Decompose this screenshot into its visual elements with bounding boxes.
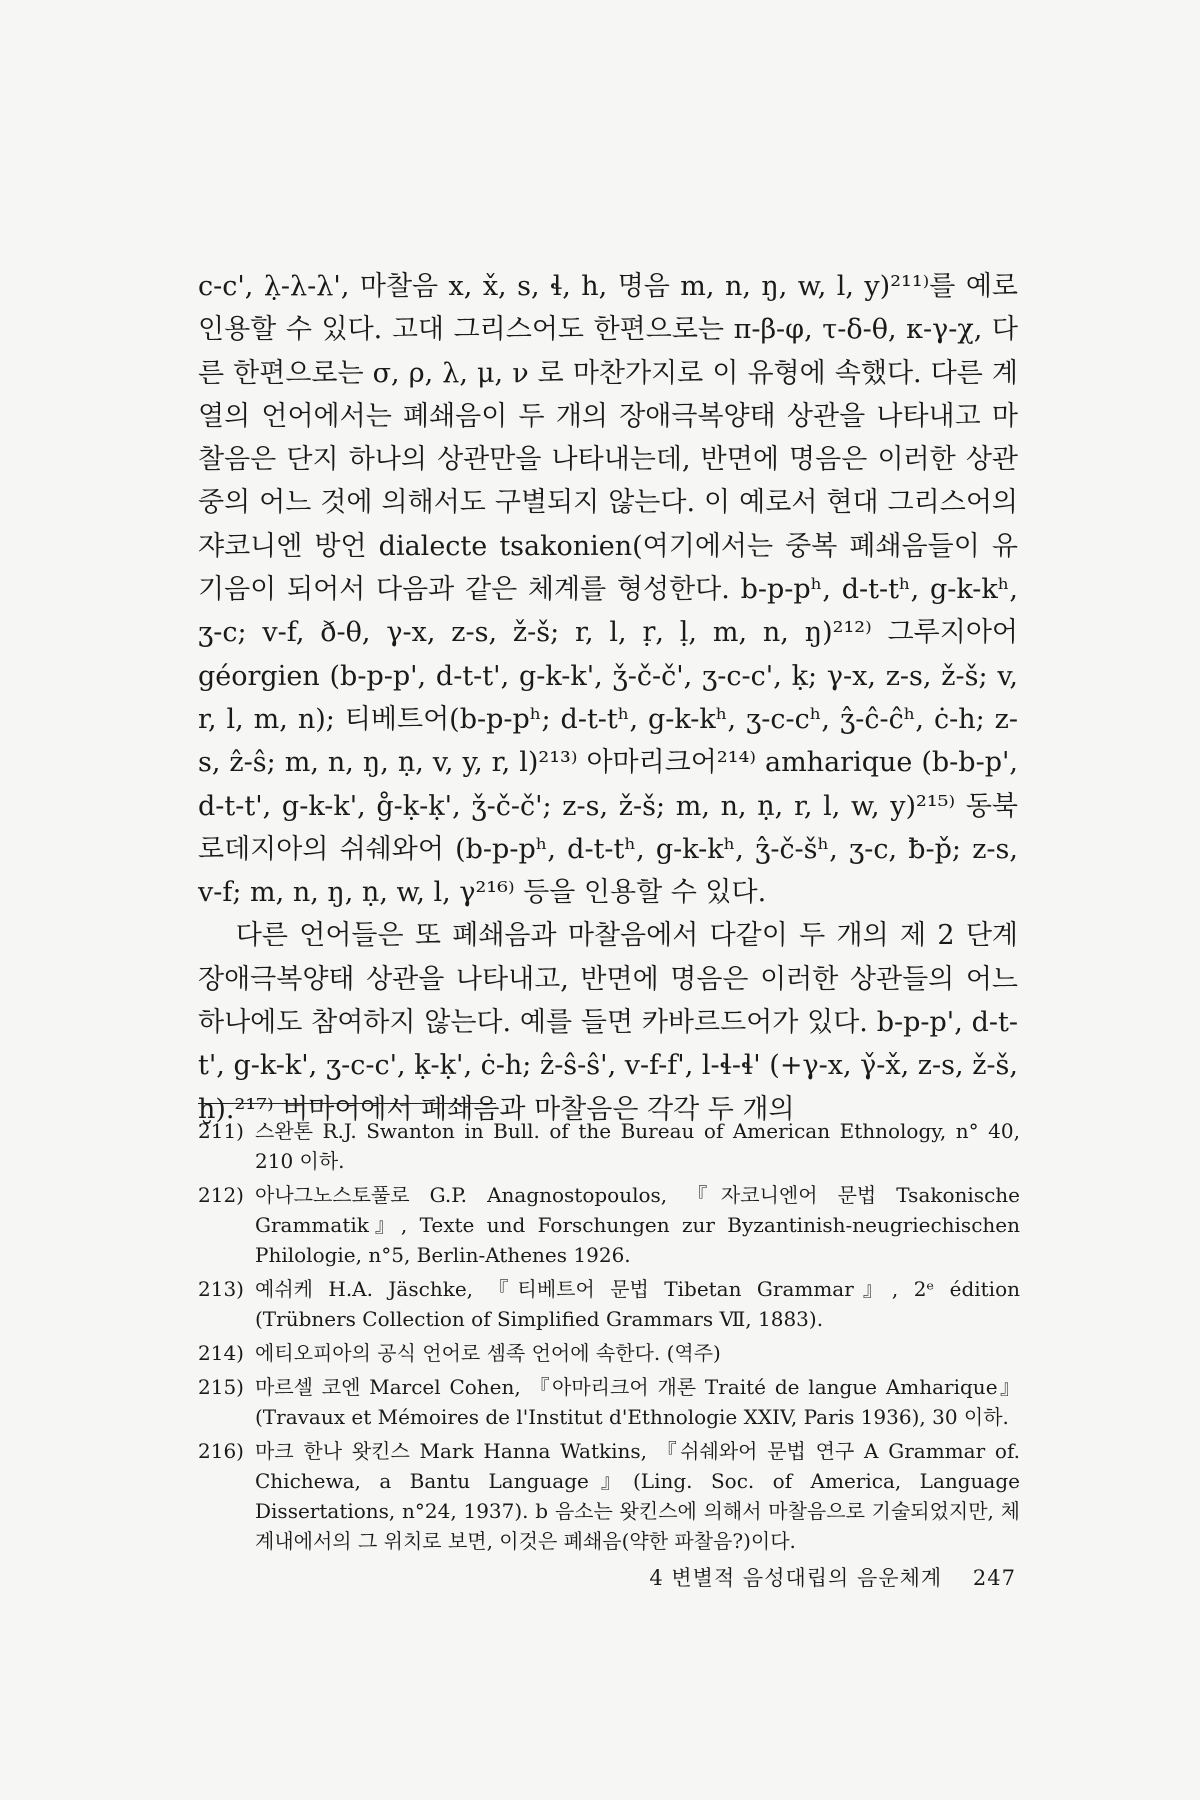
footnote-text: 에티오피아의 공식 언어로 셈족 언어에 속한다. (역주) — [255, 1341, 721, 1365]
footnote-text: 스완톤 R.J. Swanton in Bull. of the Bureau of American Ethnology, n° 40, 210 이하. — [255, 1119, 1020, 1173]
page-footer — [520, 1562, 1016, 1592]
footnote-text: 아나그노스토풀로 G.P. Anagnostopoulos, 『자코니엔어 문법 Tsakonische Grammatik』, Texte und Forschungen zur Byzantinish-neugriechischen Philologie, n°5, Berlin-Athenes 1926. — [255, 1183, 1020, 1267]
main-text — [198, 265, 1018, 1131]
footnote-number: 215) — [198, 1375, 244, 1399]
footnote-212 — [198, 1180, 1020, 1270]
body-paragraph-1: c-c', λ̣-λ-λ', 마찰음 x, x̌, s, ɬ, h, 명음 m, n, ŋ, w, l, y)²¹¹⁾를 예로 인용할 수 있다. 고대 그리스어도 한편으로는 π-β-φ, τ-δ-θ, κ-γ-χ, 다른 한편으로는 σ, ρ, λ, μ, ν 로 마찬가지로 이 유형에 속했다. 다른 계열의 언어에서는 폐쇄음이 두 개의 장애극복양태 상관을 나타내고 마찰음은 단지 하나의 상관만을 나타내는데, 반면에 명음은 이러한 상관 중의 어느 것에 의해서도 구별되지 않는다. 이 예로서 현대 그리스어의 쟈코니엔 방언 dialecte tsakonien(여기에서는 중복 폐쇄음들이 유기음이 되어서 다음과 같은 체계를 형성한다. b-p-pʰ, d-t-tʰ, g-k-kʰ, ʒ-c; v-f, ð-θ, γ-x, z-s, ž-š; r, l, ṛ, ḷ, m, n, ŋ)²¹²⁾ 그루지아어 géorgien (b-p-p', d-t-t', g-k-k', ǯ-č-č', ʒ-c-c', ḳ; γ-x, z-s, ž-š; v, r, l, m, n); 티베트어(b-p-pʰ; d-t-tʰ, g-k-kʰ, ʒ-c-cʰ, ʒ̂-ĉ-ĉʰ, ċ-h; z-s, ẑ-ŝ; m, n, ŋ, ṇ, v, y, r, l)²¹³⁾ 아마리크어²¹⁴⁾ amharique (b-b-p', d-t-t', g-k-k', g̊-ḳ-ḳ', ǯ-č-č'; z-s, ž-š; m, n, ṇ, r, l, w, y)²¹⁵⁾ 동북 로데지아의 쉬쉐와어 (b-p-pʰ, d-t-tʰ, g-k-kʰ, ʒ̂-č-šʰ, ʒ-c, ƀ-p̌; z-s, v-f; m, n, ŋ, ṇ, w, l, γ²¹⁶⁾ 등을 인용할 수 있다. — [198, 271, 1018, 909]
body-paragraph-2: 다른 언어들은 또 폐쇄음과 마찰음에서 다같이 두 개의 제 2 단계 장애극복양태 상관을 나타내고, 반면에 명음은 이러한 상관들의 어느 하나에도 참여하지 않는다. 예를 들면 카바르드어가 있다. b-p-p', d-t-t', g-k-k', ʒ-c-c', ḳ-ḳ', ċ-h; ẑ-ŝ-ŝ', v-f-f', l-ɬ-ɬ' (+γ-x, γ̌-x̌, z-s, ž-š, ḫ).²¹⁷⁾ 버마어에서 폐쇄음과 마찰음은 각각 두 개의 — [198, 920, 1018, 1125]
footnote-number: 211) — [198, 1119, 244, 1143]
footnote-text: 예쉬케 H.A. Jäschke, 『티베트어 문법 Tibetan Grammar』, 2ᵉ édition (Trübners Collection of Simplified Grammars Ⅶ, 1883). — [255, 1277, 1020, 1331]
footnote-214 — [198, 1338, 1020, 1368]
footnotes — [198, 1116, 1020, 1560]
footnote-number: 214) — [198, 1341, 244, 1365]
footnote-text: 마르셀 코엔 Marcel Cohen, 『아마리크어 개론 Traité de langue Amharique』 (Travaux et Mémoires de l'Institut d'Ethnologie XXIV, Paris 1936), 30 이하. — [255, 1375, 1020, 1429]
footnote-216 — [198, 1436, 1020, 1556]
footnote-213 — [198, 1274, 1020, 1334]
footnote-number: 213) — [198, 1277, 244, 1301]
running-head: 4 변별적 음성대립의 음운체계 — [649, 1566, 943, 1590]
page-number: 247 — [972, 1566, 1016, 1590]
footnote-215 — [198, 1372, 1020, 1432]
footnote-number: 216) — [198, 1439, 244, 1463]
footnote-text: 마크 한나 왓킨스 Mark Hanna Watkins, 『쉬쉐와어 문법 연구 A Grammar of. Chichewa, a Bantu Language』(Ling. Soc. of America, Language Dissertations, n°24, 1937). b 음소는 왓킨스에 의해서 마찰음으로 기술되었지만, 체계내에서의 그 위치로 보면, 이것은 폐쇄음(약한 파찰음?)이다. — [255, 1439, 1020, 1553]
footnote-divider — [198, 1103, 496, 1104]
footnote-number: 212) — [198, 1183, 244, 1207]
footnote-211 — [198, 1116, 1020, 1176]
